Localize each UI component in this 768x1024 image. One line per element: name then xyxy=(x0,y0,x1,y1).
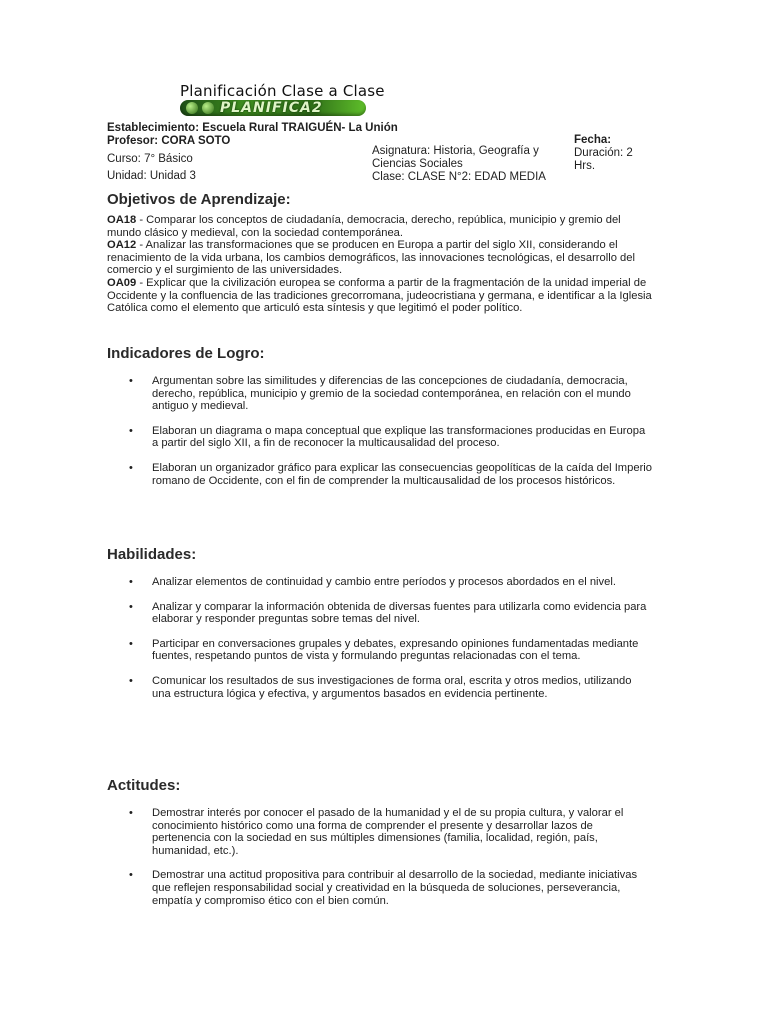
objetivo-code: OA09 xyxy=(107,276,137,289)
asignatura-line2: Ciencias Sociales xyxy=(372,158,463,170)
list-item xyxy=(107,425,652,450)
bullet-icon: • xyxy=(129,424,133,437)
list-item xyxy=(107,807,652,857)
list-item-text: Analizar y comparar la información obtenida de diversas fuentes para utilizarla como evidencia para elaborar y responder preguntas sobre temas del nivel. xyxy=(152,600,647,626)
objetivo-code: OA12 xyxy=(107,239,137,252)
bullet-icon: • xyxy=(129,807,133,819)
objetivo-item xyxy=(107,277,652,315)
objetivos-title: Objetivos de Aprendizaje: xyxy=(107,191,291,208)
objetivos-list xyxy=(107,214,652,315)
bullet-icon: • xyxy=(129,600,133,613)
bullet-icon: • xyxy=(129,461,133,474)
objetivo-code: OA18 xyxy=(107,214,137,226)
habilidades-title: Habilidades: xyxy=(107,546,197,563)
bullet-icon: • xyxy=(129,674,133,687)
list-item xyxy=(107,638,652,663)
actitudes-section xyxy=(107,777,652,907)
logo-text: PLANIFICA2 xyxy=(220,100,323,116)
fecha-column xyxy=(574,134,664,173)
list-item-text: Argumentan sobre las similitudes y diferencias de las concepciones de ciudadanía, democracia, derecho, república, municipio y gremio de la sociedad contemporánea, en relación con el mundo antiguo y medieval. xyxy=(152,375,631,413)
planifica-logo xyxy=(180,100,366,116)
objetivos-section xyxy=(107,191,652,315)
list-item-text: Elaboran un diagrama o mapa conceptual que explique las transformaciones producidas en Europa a partir del siglo XII, a fin de reconocer la multicausalidad del proceso. xyxy=(152,424,646,450)
indicadores-section xyxy=(107,345,652,487)
habilidades-list xyxy=(107,576,652,700)
profesor: Profesor: CORA SOTO xyxy=(107,135,231,147)
curso: Curso: 7° Básico xyxy=(107,153,193,165)
objetivo-text: - Comparar los conceptos de ciudadanía, democracia, derecho, república, municipio y gremio del mundo clásico y medieval, con la sociedad contemporánea. xyxy=(107,214,621,239)
objetivo-item xyxy=(107,239,652,277)
duracion-line1: Duración: 2 xyxy=(574,147,633,159)
list-item-text: Participar en conversaciones grupales y debates, expresando opiniones fundamentadas mediante fuentes, respetando puntos de vista y formulando preguntas relacionadas con el tema. xyxy=(152,637,639,663)
asignatura-line1: Asignatura: Historia, Geografía y xyxy=(372,145,539,157)
unidad: Unidad: Unidad 3 xyxy=(107,170,196,182)
list-item xyxy=(107,462,652,487)
indicadores-title: Indicadores de Logro: xyxy=(107,345,265,362)
duracion-line2: Hrs. xyxy=(574,160,596,172)
info-block xyxy=(107,122,662,183)
bullet-icon: • xyxy=(129,375,133,387)
list-item xyxy=(107,675,652,700)
list-item xyxy=(107,576,652,589)
bullet-icon: • xyxy=(129,576,133,588)
list-item xyxy=(107,869,652,907)
list-item-text: Analizar elementos de continuidad y cambio entre períodos y procesos abordados en el nivel. xyxy=(152,576,616,588)
actitudes-title: Actitudes: xyxy=(107,777,181,794)
asignatura-column xyxy=(372,145,572,184)
logo-circle-icon xyxy=(186,102,198,114)
objetivo-text: - Analizar las transformaciones que se producen en Europa a partir del siglo XII, considerando el renacimiento de la vida urbana, los cambios demográficos, las innovaciones tecnológicas, el desarrollo del comercio y el surgimiento de las universidades. xyxy=(107,239,635,277)
actitudes-list xyxy=(107,807,652,907)
list-item xyxy=(107,601,652,626)
objetivo-text: - Explicar que la civilización europea se conforma a partir de la fragmentación de la unidad imperial de Occidente y la confluencia de las tradiciones grecorromana, judeocristiana y germana, e identificar a la Iglesia Católica como el elemento que articuló esta síntesis y que legitimó el poder político. xyxy=(107,276,652,315)
establecimiento: Establecimiento: Escuela Rural TRAIGUÉN- La Unión xyxy=(107,122,398,134)
logo-circle-icon xyxy=(202,102,214,114)
list-item-text: Comunicar los resultados de sus investigaciones de forma oral, escrita y otros medios, utilizando una estructura lógica y efectiva, y argumentos basados en evidencia pertinente. xyxy=(152,674,632,700)
document-header xyxy=(180,82,385,123)
list-item-text: Demostrar una actitud propositiva para contribuir al desarrollo de la sociedad, mediante iniciativas que reflejen responsabilidad social y creatividad en la búsqueda de soluciones, perseverancia, empatía y compromiso ético con el bien común. xyxy=(152,869,638,907)
bullet-icon: • xyxy=(129,869,133,882)
habilidades-section xyxy=(107,546,652,700)
indicadores-list xyxy=(107,375,652,487)
list-item-text: Elaboran un organizador gráfico para explicar las consecuencias geopolíticas de la caída del Imperio romano de Occidente, con el fin de comprender la multicausalidad de los procesos históricos. xyxy=(152,461,653,487)
bullet-icon: • xyxy=(129,637,133,650)
fecha: Fecha: xyxy=(574,134,612,146)
document-title: Planificación Clase a Clase xyxy=(180,82,385,100)
clase: Clase: CLASE N°2: EDAD MEDIA xyxy=(372,171,546,183)
objetivo-item xyxy=(107,214,652,239)
list-item-text: Demostrar interés por conocer el pasado de la humanidad y el de su propia cultura, y valorar el conocimiento histórico como una forma de comprender el presente y desarrollar lazos de pertenencia con la sociedad en sus múltiples dimensiones (familia, localidad, región, país, humanidad, etc.). xyxy=(152,807,624,857)
list-item xyxy=(107,375,652,413)
